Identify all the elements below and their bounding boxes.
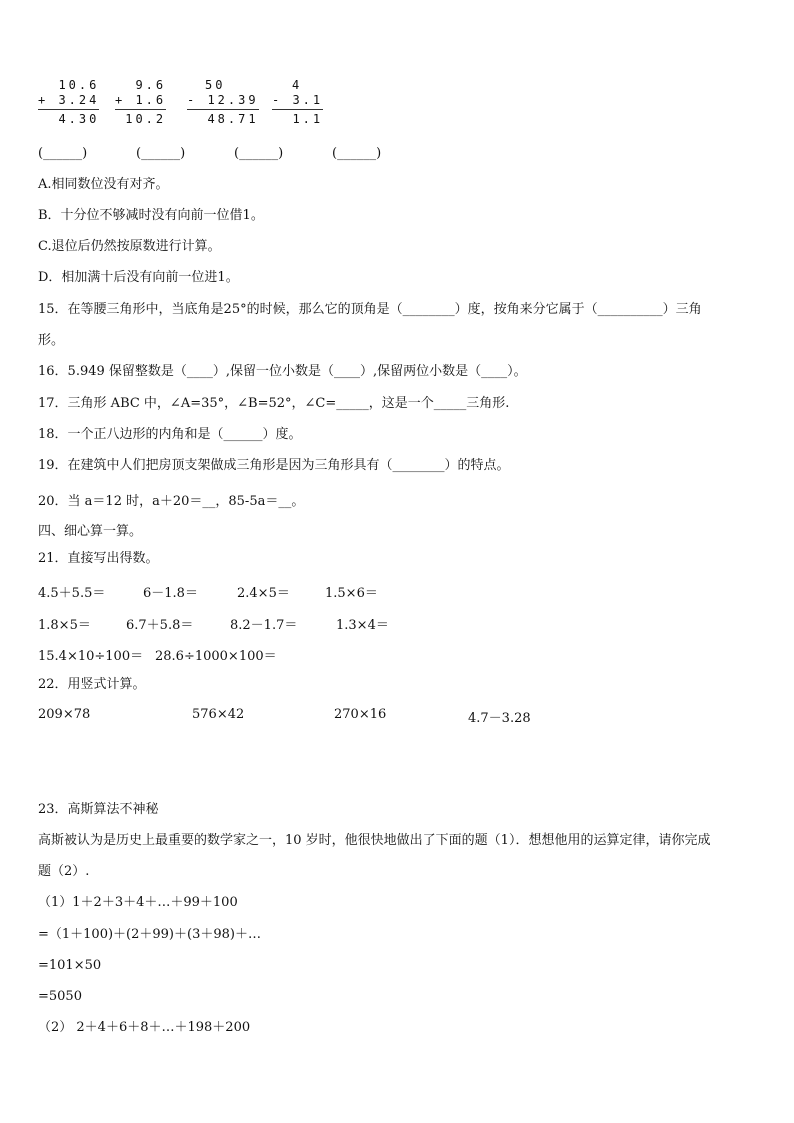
option-d: D．相加满十后没有向前一位进1。 (38, 270, 239, 285)
calc-result: 4.30 (58, 112, 100, 126)
vertical-calc-3 (187, 78, 259, 127)
calc-rule (187, 109, 259, 110)
answer-blank[interactable]: (______) (234, 146, 284, 161)
calc-top: 50 (205, 78, 226, 92)
question-22-title: 22．用竖式计算。 (38, 677, 146, 692)
vertical-calc-4 (272, 78, 323, 127)
calc-result: 10.2 (125, 112, 167, 126)
column-calc: 4.7－3.28 (468, 711, 531, 726)
question-18: 18．一个正八边形的内角和是（______）度。 (38, 427, 302, 442)
mental-calc: 1.8×5＝ (38, 618, 91, 633)
calc-result: 1.1 (292, 112, 324, 126)
section-title: 四、细心算一算。 (38, 524, 143, 539)
option-a: A.相同数位没有对齐。 (38, 177, 169, 192)
column-calc: 209×78 (38, 707, 91, 722)
mental-calc: 1.3×4＝ (336, 618, 389, 633)
column-calc: 576×42 (192, 707, 245, 722)
question-23-paragraph-cont: 题（2）. (38, 864, 90, 879)
gauss-line-2: =（1＋100)＋(2＋99)＋(3＋98)＋… (38, 927, 261, 942)
calc-rule (115, 109, 166, 110)
calc-operand: + 1.6 (115, 93, 167, 107)
calc-top: 9.6 (135, 78, 167, 92)
calc-top: 4 (292, 78, 303, 92)
option-b: B．十分位不够减时没有向前一位借1。 (38, 208, 264, 223)
vertical-calc-1 (38, 78, 99, 127)
mental-calc: 28.6÷1000×100＝ (155, 649, 277, 664)
column-calc: 270×16 (334, 707, 387, 722)
mental-calc: 2.4×5＝ (237, 586, 290, 601)
calc-operand: - 3.1 (272, 93, 324, 107)
question-20: 20．当 a＝12 时，a＋20＝__，85-5a＝__。 (38, 494, 305, 509)
mental-calc: 6.7＋5.8＝ (126, 618, 194, 633)
mental-calc: 4.5＋5.5＝ (38, 586, 106, 601)
mental-calc: 8.2－1.7＝ (230, 618, 298, 633)
question-17: 17．三角形 ABC 中，∠A=35°，∠B=52°，∠C=_____，这是一个_____三角形. (38, 396, 510, 411)
gauss-line-3: =101×50 (38, 958, 102, 973)
question-23-title: 23．高斯算法不神秘 (38, 802, 159, 817)
option-c: C.退位后仍然按原数进行计算。 (38, 239, 221, 254)
question-21-title: 21．直接写出得数。 (38, 551, 159, 566)
calc-top: 10.6 (58, 78, 100, 92)
question-15-line2: 形。 (38, 333, 65, 348)
calc-rule (38, 109, 99, 110)
answer-blank[interactable]: (______) (38, 146, 88, 161)
answer-blank[interactable]: (______) (136, 146, 186, 161)
question-19: 19．在建筑中人们把房顶支架做成三角形是因为三角形具有（________）的特点。 (38, 458, 510, 473)
question-16: 16．5.949 保留整数是（____）,保留一位小数是（____）,保留两位小数是（____）。 (38, 364, 527, 379)
gauss-line-4: =5050 (38, 989, 82, 1004)
question-23-paragraph: 高斯被认为是历史上最重要的数学家之一，10 岁时，他很快地做出了下面的题（1）．想想他用的运算定律，请你完成 (38, 833, 711, 848)
calc-operand: + 3.24 (38, 93, 100, 107)
calc-rule (272, 109, 323, 110)
calc-operand: - 12.39 (187, 93, 259, 107)
mental-calc: 1.5×6＝ (325, 586, 378, 601)
vertical-calc-2 (115, 78, 166, 127)
answer-blanks-row (38, 145, 430, 163)
mental-calc: 15.4×10÷100＝ (38, 649, 144, 664)
calc-result: 48.71 (207, 112, 259, 126)
gauss-line-1: （1）1＋2＋3＋4＋…＋99＋100 (38, 895, 238, 910)
answer-blank[interactable]: (______) (332, 146, 382, 161)
mental-calc: 6－1.8＝ (143, 586, 198, 601)
gauss-line-5: （2） 2＋4＋6＋8＋…＋198＋200 (38, 1020, 251, 1035)
question-15-line1: 15．在等腰三角形中，当底角是25°的时候，那么它的顶角是（________）度，按角来分它属于（__________）三角 (38, 302, 702, 317)
